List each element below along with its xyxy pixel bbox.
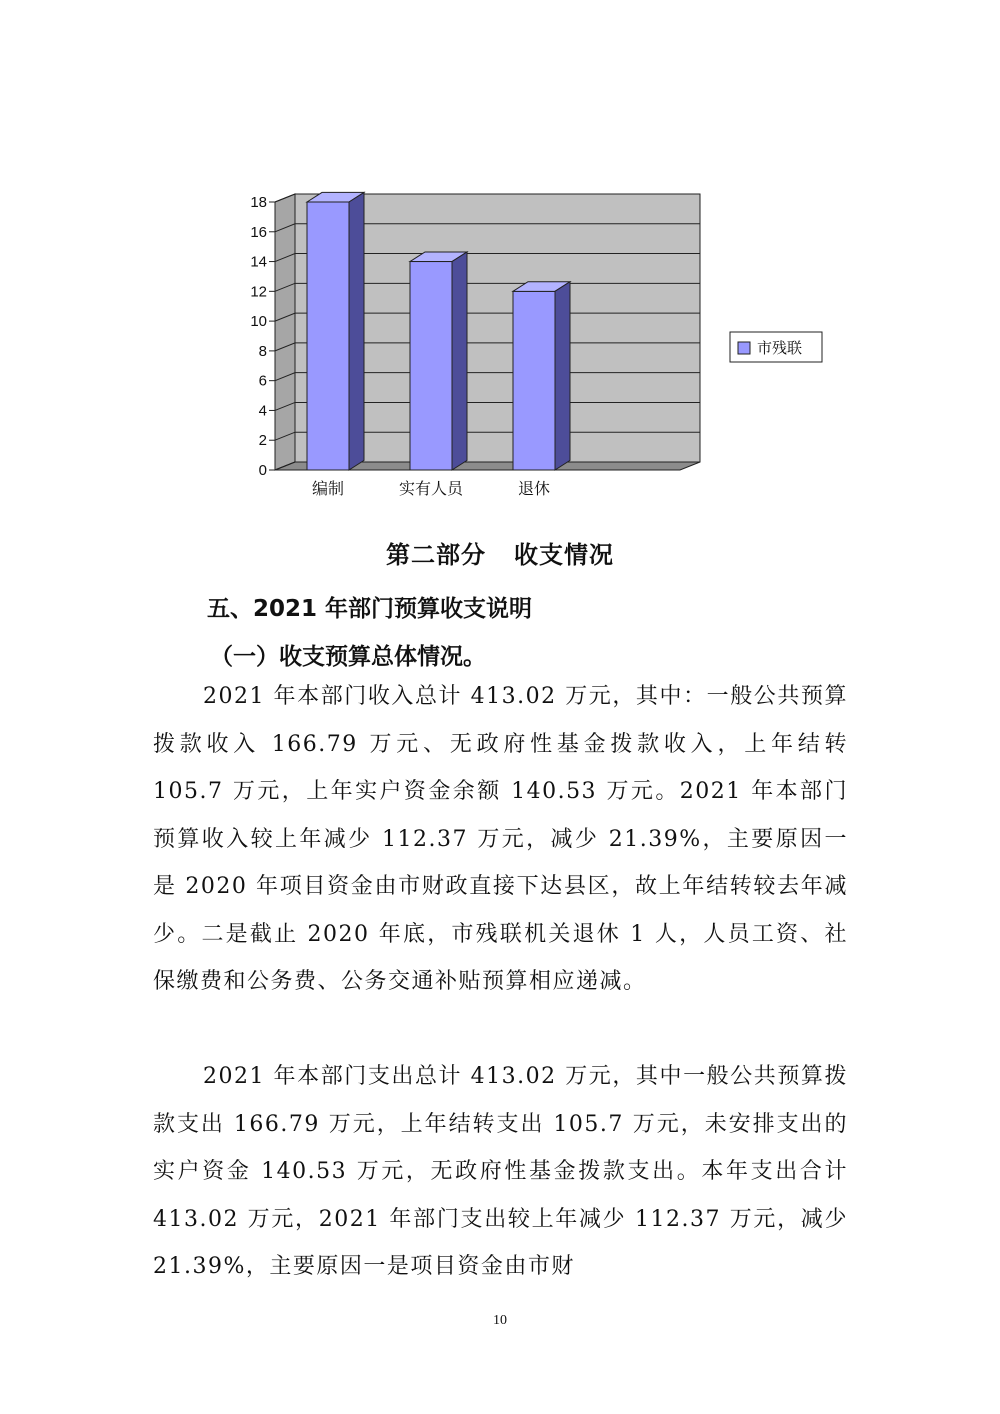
chart-bar [513, 282, 570, 470]
y-tick-label: 0 [258, 462, 267, 479]
chart-bar [307, 192, 364, 470]
chart-legend [730, 332, 822, 362]
bar-front [513, 291, 555, 470]
chart-side-wall [275, 194, 295, 470]
bar-side [452, 252, 467, 470]
y-tick-label: 10 [250, 313, 267, 331]
section-title: 第二部分 收支情况 [385, 541, 615, 569]
y-tick-label: 6 [258, 372, 267, 390]
page-number: 10 [493, 1313, 507, 1328]
y-tick-label: 12 [250, 283, 267, 301]
y-tick-label: 16 [250, 223, 267, 241]
bar-side [555, 282, 570, 470]
bar-side [349, 192, 364, 470]
y-tick-label: 2 [258, 432, 267, 450]
y-tick-label: 8 [258, 342, 267, 360]
heading-budget-explanation: 五、2021 年部门预算收支说明 [207, 596, 533, 622]
paragraph-income: 2021 年本部门收入总计 413.02 万元，其中：一般公共预算拨款收入 166.79 万元、无政府性基金拨款收入，上年结转 105.7 万元，上年实户资金余额 140.53 万元。2021 年本部门预算收入较上年减少 112.37 万元，减少 21.39%，主要原因一是 2020 年项目资金由市财政直接下达县区，故上年结转较去年减少。二是截止 2020 年底，市残联机关退休 1 人，人员工资、社保缴费和公务费、公务交通补贴预算相应递减。 [153, 684, 848, 994]
y-tick-label: 4 [258, 402, 267, 420]
x-category-label: 编制 [311, 479, 345, 498]
heading-overall-situation: （一）收支预算总体情况。 [210, 644, 486, 670]
paragraph-expenditure: 2021 年本部门支出总计 413.02 万元，其中一般公共预算拨款支出 166.79 万元，上年结转支出 105.7 万元，未安排支出的实户资金 140.53 万元，无政府性基金拨款支出。本年支出合计 413.02 万元，2021 年部门支出较上年减少 112.37 万元，减少 21.39%，主要原因一是项目资金由市财 [153, 1064, 848, 1279]
y-tick-label: 14 [250, 253, 267, 271]
x-category-label: 退休 [517, 479, 551, 498]
bar-front [410, 262, 452, 470]
legend-swatch [738, 342, 750, 354]
chart-svg [230, 180, 850, 510]
x-category-label: 实有人员 [398, 479, 464, 498]
staffing-bar-chart [230, 180, 850, 510]
legend-label: 市残联 [757, 339, 803, 357]
chart-bar [410, 252, 467, 470]
y-tick-label: 18 [250, 194, 267, 211]
bar-front [307, 202, 349, 470]
